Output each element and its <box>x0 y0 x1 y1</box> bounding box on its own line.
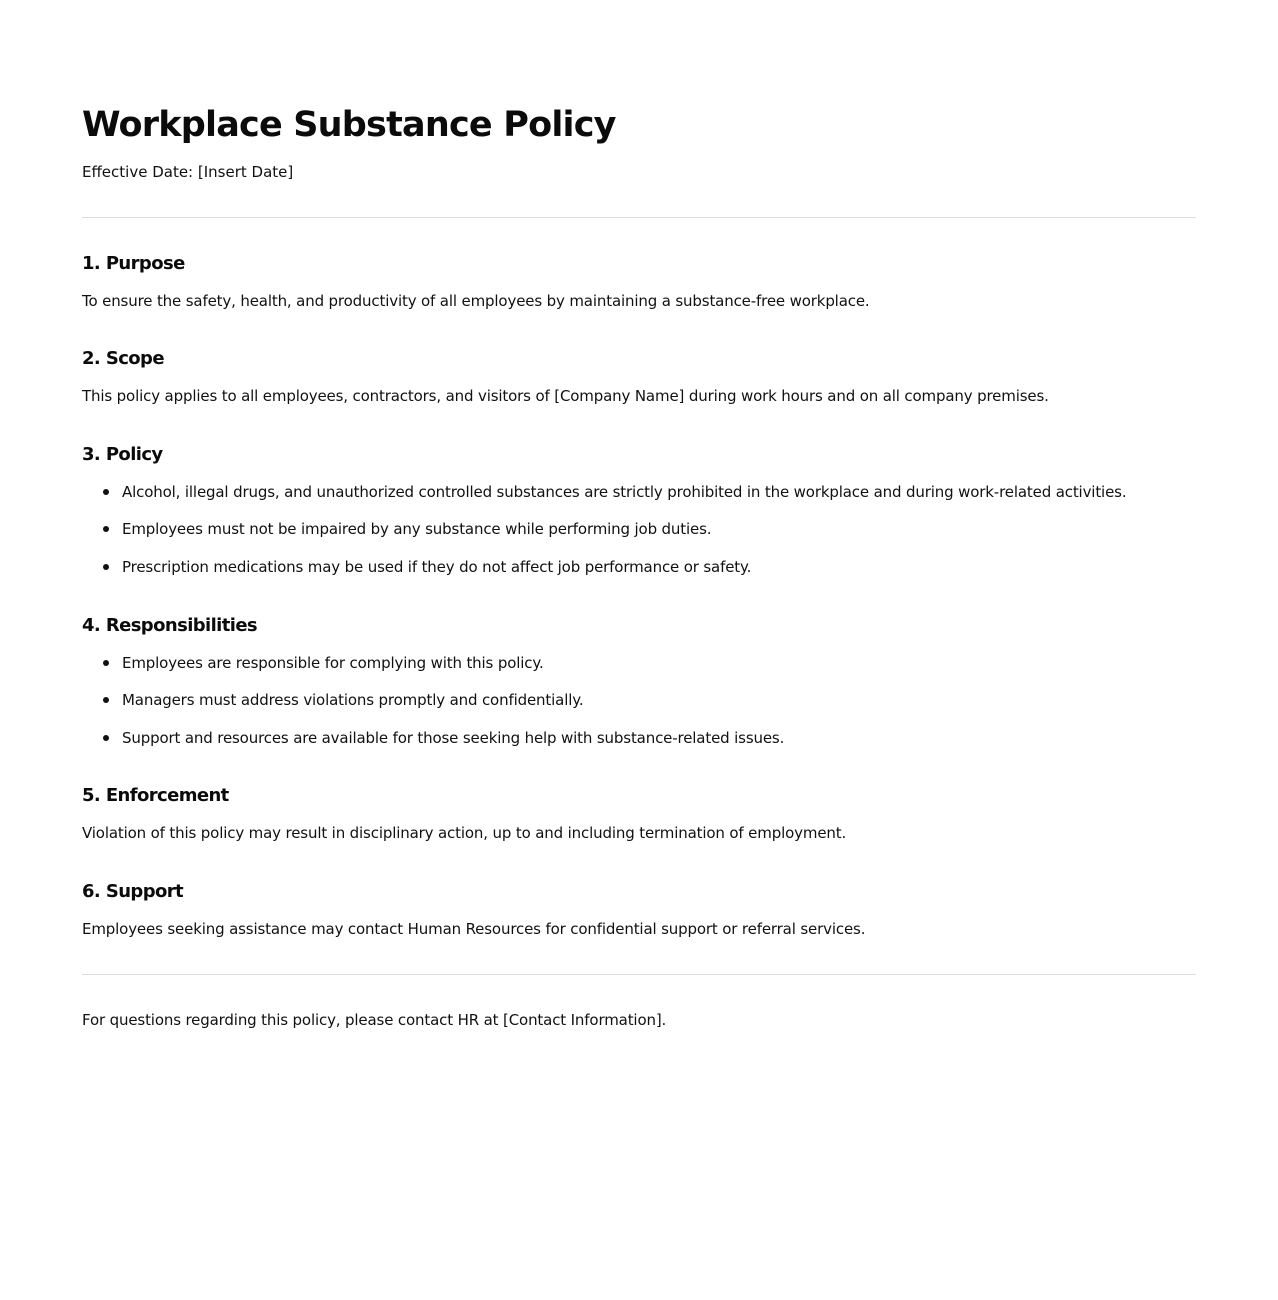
bottom-divider <box>82 974 1196 975</box>
bullet-icon <box>103 526 109 532</box>
responsibility-item-text: Employees are responsible for complying with this policy. <box>122 654 544 672</box>
bullet-icon <box>103 489 109 495</box>
scope-text: This policy applies to all employees, contractors, and visitors of [Company Name] during work hours and on all company premises. <box>82 387 1049 405</box>
policy-item-text: Employees must not be impaired by any substance while performing job duties. <box>122 520 712 538</box>
document-title: Workplace Substance Policy <box>82 105 616 145</box>
scope-heading: 2. Scope <box>82 348 164 369</box>
responsibilities-heading: 4. Responsibilities <box>82 615 258 636</box>
purpose-heading: 1. Purpose <box>82 253 185 274</box>
top-divider <box>82 217 1196 218</box>
effective-date: Effective Date: [Insert Date] <box>82 163 294 181</box>
responsibility-item-text: Support and resources are available for those seeking help with substance-related issues. <box>122 729 785 747</box>
bullet-icon <box>103 697 109 703</box>
responsibility-item-text: Managers must address violations promptly and confidentially. <box>122 691 584 709</box>
bullet-icon <box>103 660 109 666</box>
policy-heading: 3. Policy <box>82 444 163 465</box>
policy-item-text: Prescription medications may be used if they do not affect job performance or safety. <box>122 558 752 576</box>
policy-item-text: Alcohol, illegal drugs, and unauthorized controlled substances are strictly prohibited in the workplace and during work-related activities. <box>122 483 1127 501</box>
support-text: Employees seeking assistance may contact Human Resources for confidential support or referral services. <box>82 920 866 938</box>
footer-contact-note: For questions regarding this policy, please contact HR at [Contact Information]. <box>82 1011 667 1029</box>
enforcement-heading: 5. Enforcement <box>82 785 229 806</box>
bullet-icon <box>103 564 109 570</box>
enforcement-text: Violation of this policy may result in disciplinary action, up to and including termination of employment. <box>82 824 847 842</box>
support-heading: 6. Support <box>82 881 184 902</box>
bullet-icon <box>103 735 109 741</box>
purpose-text: To ensure the safety, health, and productivity of all employees by maintaining a substance-free workplace. <box>82 292 870 310</box>
